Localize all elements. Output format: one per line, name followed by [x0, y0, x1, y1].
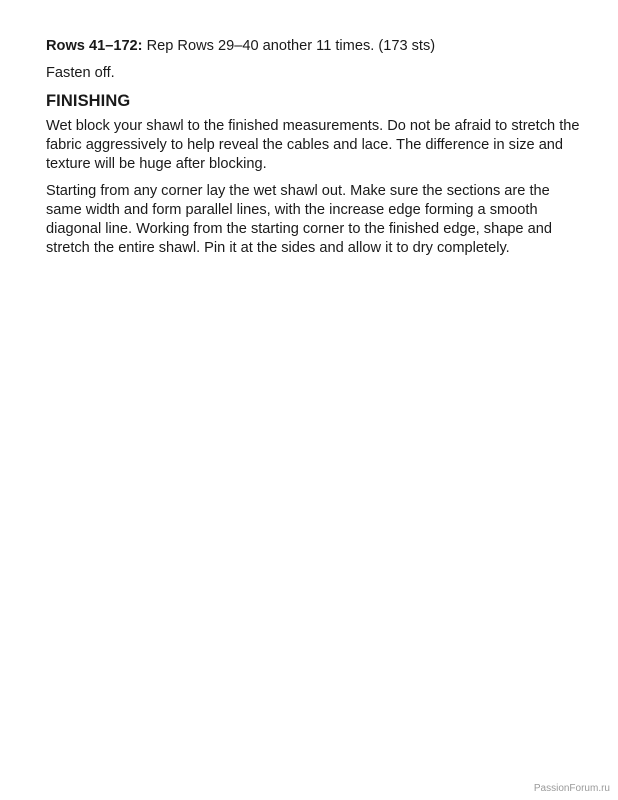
rows-text: Rep Rows 29–40 another 11 times. (173 sts): [146, 38, 436, 54]
fasten-off-text: Fasten off.: [46, 65, 115, 81]
finishing-paragraph-1: Wet block your shawl to the finished measurements. Do not be afraid to stretch the fabric aggressively to help reveal the cables and lace. The difference in size and texture will be huge after blocking.: [46, 118, 580, 172]
rows-label: Rows 41–172:: [46, 38, 143, 54]
document-page: [46, 37, 586, 266]
finishing-heading: FINISHING: [46, 92, 131, 110]
finishing-paragraph-2: Starting from any corner lay the wet shawl out. Make sure the sections are the same width and form parallel lines, with the increase edge forming a smooth diagonal line. Working from the starting corner to the finished edge, shape and stretch the entire shawl. Pin it at the sides and allow it to dry completely.: [46, 183, 552, 256]
rows-instruction: [46, 37, 586, 56]
site-watermark: PassionForum.ru: [533, 783, 610, 794]
